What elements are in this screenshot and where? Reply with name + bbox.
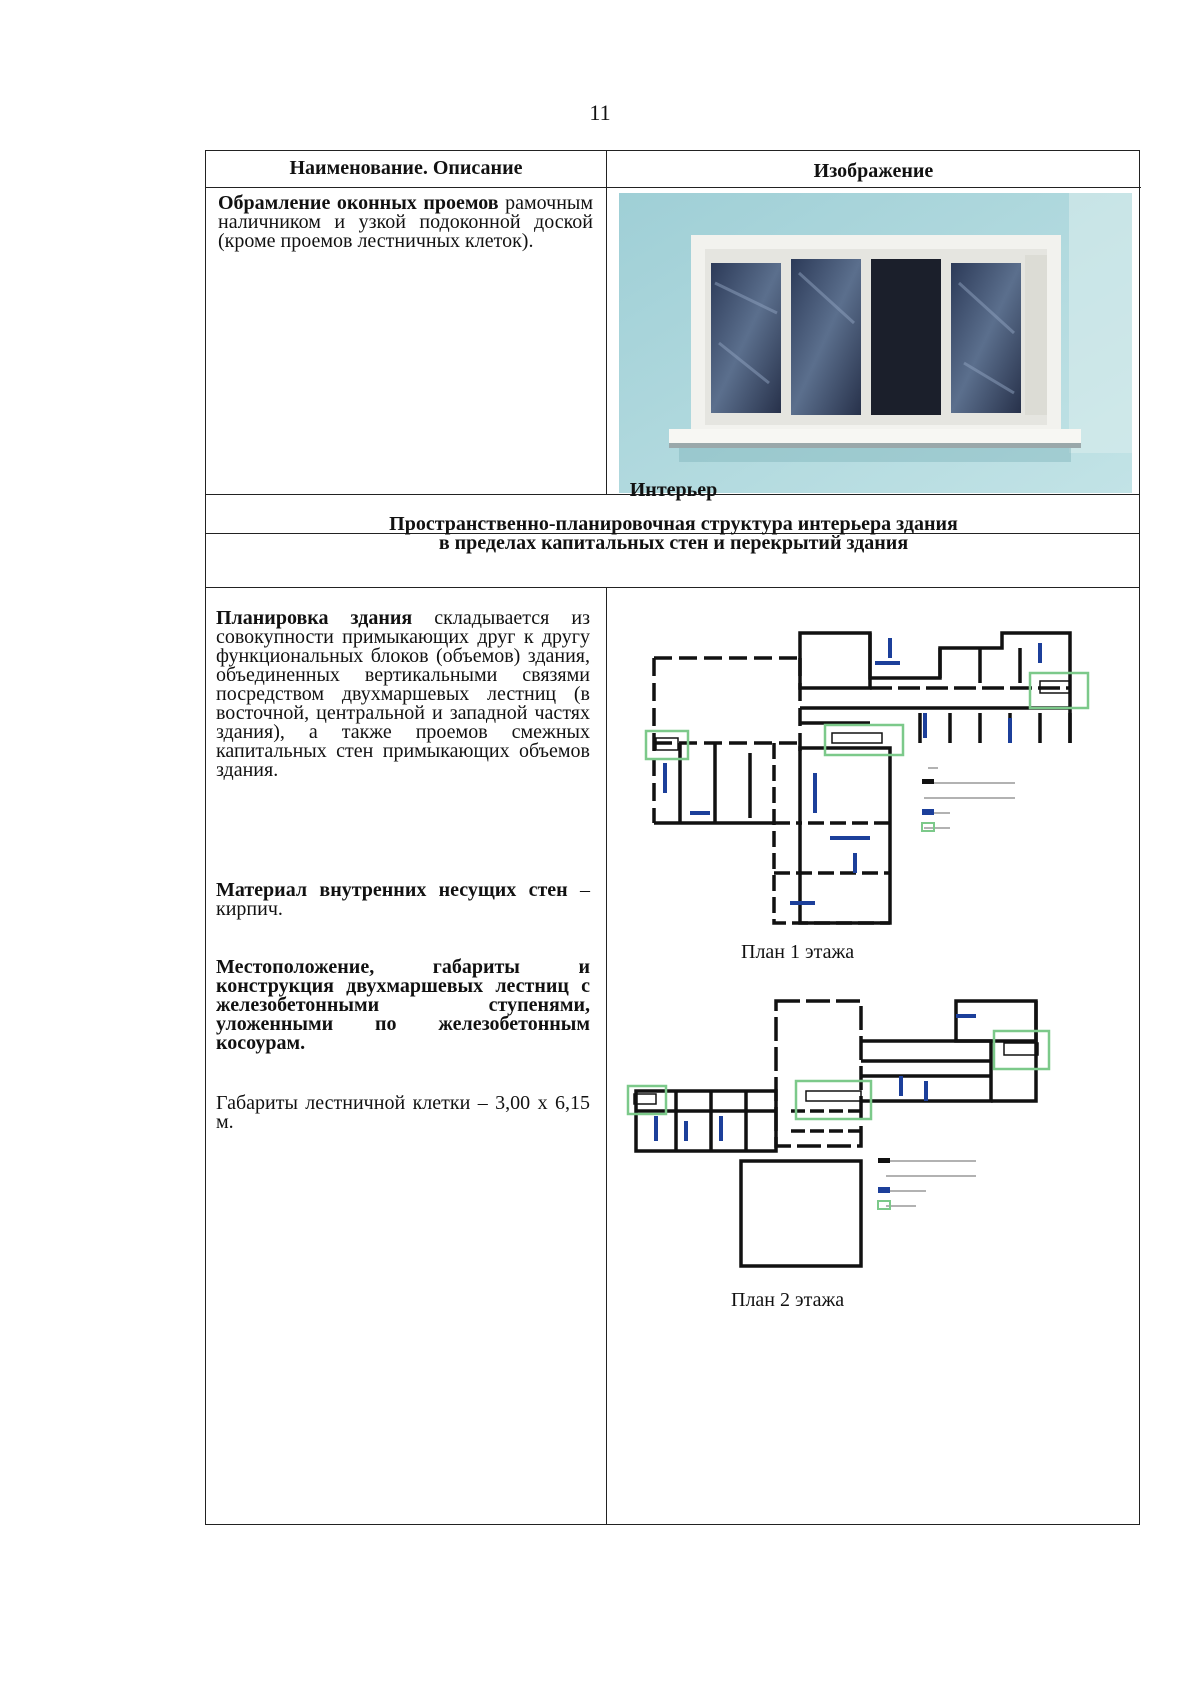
material-title: Материал внутренних несущих стен xyxy=(216,879,568,901)
layout-title: Планировка здания xyxy=(216,607,413,629)
header-rule-right xyxy=(606,187,1141,188)
window-frame-description xyxy=(218,194,593,251)
floor-plan-1-drawing xyxy=(620,623,1140,933)
page-number: 11 xyxy=(589,100,611,125)
description-table xyxy=(205,150,1140,1525)
header-rule-left xyxy=(206,187,606,188)
stairs-title: Местоположение, габариты и конструкция двухмаршевых лестниц с железобетонными ступенями, уложенными по железобетонным косоурам. xyxy=(216,956,590,1054)
floor-plan-2-drawing xyxy=(616,991,1136,1301)
floor-plan-1 xyxy=(620,623,1140,933)
plan-1-caption: План 1 этажа xyxy=(741,941,855,963)
column-header-image: Изображение xyxy=(813,160,934,182)
subsection-title xyxy=(206,515,1141,553)
subsection-rule xyxy=(206,587,1139,588)
column-divider-top xyxy=(606,151,607,494)
section-title: Интерьер xyxy=(629,479,718,501)
floor-plan-2 xyxy=(616,991,1136,1301)
material-text: – кирпич. xyxy=(216,879,590,920)
column-header-name: Наименование. Описание xyxy=(289,157,523,179)
window-frame-title: Обрамление оконных проемов xyxy=(218,192,499,214)
material-description xyxy=(216,881,590,919)
window-frame-text: рамочным наличником и узкой подоконной доской (кроме проемов лестничных клеток). xyxy=(218,192,593,252)
window-illustration xyxy=(619,193,1132,493)
layout-text: складывается из совокупности примыкающих друг к другу функциональных блоков (объемов) здания, объединенных вертикальными связями посредством двухмаршевых лестниц (в восточной, центральной и западной частях здания), а также проемов смежных капитальных стен примыкающих объемов здания. xyxy=(216,607,590,781)
subsection-title-line1: Пространственно-планировочная структура интерьера здания xyxy=(389,513,958,535)
subsection-title-line2: в пределах капитальных стен и перекрытий здания xyxy=(438,532,909,554)
stair-dimensions: Габариты лестничной клетки – 3,00 х 6,15 м. xyxy=(216,1092,590,1133)
column-divider-bottom xyxy=(606,587,607,1524)
plan-2-caption: План 2 этажа xyxy=(731,1289,845,1311)
window-photo xyxy=(619,193,1132,493)
layout-description xyxy=(216,609,590,780)
